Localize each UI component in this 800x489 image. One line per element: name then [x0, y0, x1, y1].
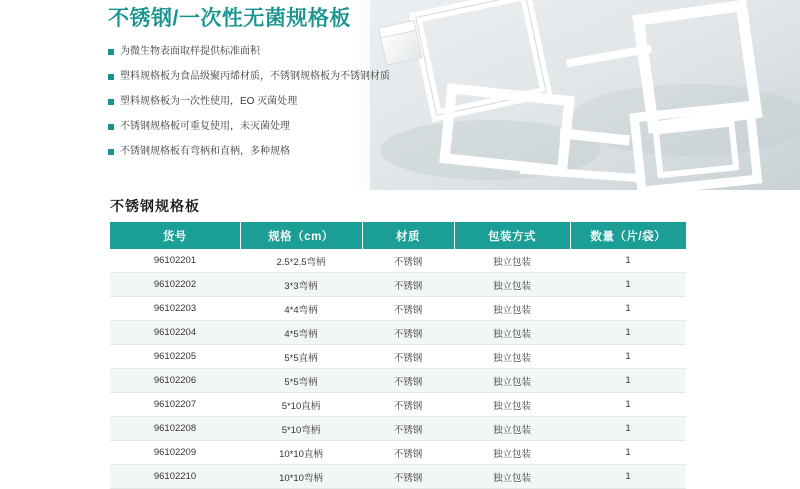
cell-code: 96102205 [110, 345, 240, 369]
cell-material: 不锈钢 [362, 393, 454, 417]
cell-quantity: 1 [570, 417, 686, 441]
table-row [110, 273, 686, 297]
cell-size: 4*4弯柄 [240, 297, 362, 321]
table-row [110, 465, 686, 489]
cell-code: 96102202 [110, 273, 240, 297]
cell-material: 不锈钢 [362, 441, 454, 465]
bullet-text: 为微生物表面取样提供标准面积 [120, 46, 260, 57]
cell-code: 96102208 [110, 417, 240, 441]
cell-size: 5*5直柄 [240, 345, 362, 369]
spec-table-container [110, 222, 686, 489]
table-row [110, 345, 686, 369]
column-header-packaging: 包装方式 [454, 222, 570, 249]
bullet-text: 塑料规格板为食品级聚丙烯材质，不锈钢规格板为不锈钢材质 [120, 71, 390, 82]
cell-size: 2.5*2.5弯柄 [240, 249, 362, 273]
list-item [108, 45, 408, 58]
cell-quantity: 1 [570, 345, 686, 369]
table-row [110, 441, 686, 465]
cell-code: 96102210 [110, 465, 240, 489]
table-row [110, 321, 686, 345]
cell-code: 96102203 [110, 297, 240, 321]
list-item [108, 145, 408, 158]
square-bullet-icon [108, 124, 114, 130]
cell-quantity: 1 [570, 249, 686, 273]
cell-size: 5*10直柄 [240, 393, 362, 417]
column-header-size: 规格（cm） [240, 222, 362, 249]
cell-packaging: 独立包装 [454, 369, 570, 393]
cell-size: 3*3弯柄 [240, 273, 362, 297]
bullet-text: 不锈钢规格板有弯柄和直柄，多种规格 [120, 146, 290, 157]
cell-material: 不锈钢 [362, 249, 454, 273]
cell-size: 10*10弯柄 [240, 465, 362, 489]
cell-material: 不锈钢 [362, 297, 454, 321]
cell-packaging: 独立包装 [454, 345, 570, 369]
cell-packaging: 独立包装 [454, 393, 570, 417]
column-header-code: 货号 [110, 222, 240, 249]
table-row [110, 249, 686, 273]
bullet-text: 不锈钢规格板可重复使用，未灭菌处理 [120, 121, 290, 132]
cell-code: 96102209 [110, 441, 240, 465]
cell-packaging: 独立包装 [454, 321, 570, 345]
cell-quantity: 1 [570, 321, 686, 345]
table-body [110, 249, 686, 489]
square-bullet-icon [108, 49, 114, 55]
cell-packaging: 独立包装 [454, 297, 570, 321]
cell-code: 96102201 [110, 249, 240, 273]
cell-code: 96102207 [110, 393, 240, 417]
column-header-material: 材质 [362, 222, 454, 249]
list-item [108, 120, 408, 133]
cell-material: 不锈钢 [362, 465, 454, 489]
column-header-quantity: 数量（片/袋） [570, 222, 686, 249]
cell-packaging: 独立包装 [454, 273, 570, 297]
square-bullet-icon [108, 99, 114, 105]
cell-size: 10*10直柄 [240, 441, 362, 465]
cell-packaging: 独立包装 [454, 441, 570, 465]
square-bullet-icon [108, 149, 114, 155]
cell-quantity: 1 [570, 297, 686, 321]
product-illustration [370, 0, 800, 190]
cell-packaging: 独立包装 [454, 465, 570, 489]
hero-text-block [108, 4, 408, 170]
table-header-row [110, 222, 686, 249]
cell-quantity: 1 [570, 369, 686, 393]
cell-quantity: 1 [570, 465, 686, 489]
cell-quantity: 1 [570, 273, 686, 297]
hero-title: 不锈钢/一次性无菌规格板 [108, 7, 351, 30]
spec-table [110, 222, 686, 489]
cell-material: 不锈钢 [362, 321, 454, 345]
cell-packaging: 独立包装 [454, 249, 570, 273]
list-item [108, 95, 408, 108]
cell-material: 不锈钢 [362, 417, 454, 441]
table-row [110, 297, 686, 321]
table-row [110, 369, 686, 393]
cell-quantity: 1 [570, 441, 686, 465]
cell-code: 96102204 [110, 321, 240, 345]
bullet-text: 塑料规格板为一次性使用，EO 灭菌处理 [120, 96, 298, 107]
cell-size: 5*10弯柄 [240, 417, 362, 441]
cell-code: 96102206 [110, 369, 240, 393]
table-row [110, 393, 686, 417]
list-item [108, 70, 408, 83]
cell-material: 不锈钢 [362, 369, 454, 393]
square-bullet-icon [108, 74, 114, 80]
cell-size: 5*5弯柄 [240, 369, 362, 393]
hero-bullet-list [108, 45, 408, 158]
table-row [110, 417, 686, 441]
page-title: 不锈钢规格板 [110, 198, 200, 214]
hero-banner [0, 0, 800, 190]
cell-size: 4*5弯柄 [240, 321, 362, 345]
cell-material: 不锈钢 [362, 273, 454, 297]
cell-quantity: 1 [570, 393, 686, 417]
cell-packaging: 独立包装 [454, 417, 570, 441]
cell-material: 不锈钢 [362, 345, 454, 369]
